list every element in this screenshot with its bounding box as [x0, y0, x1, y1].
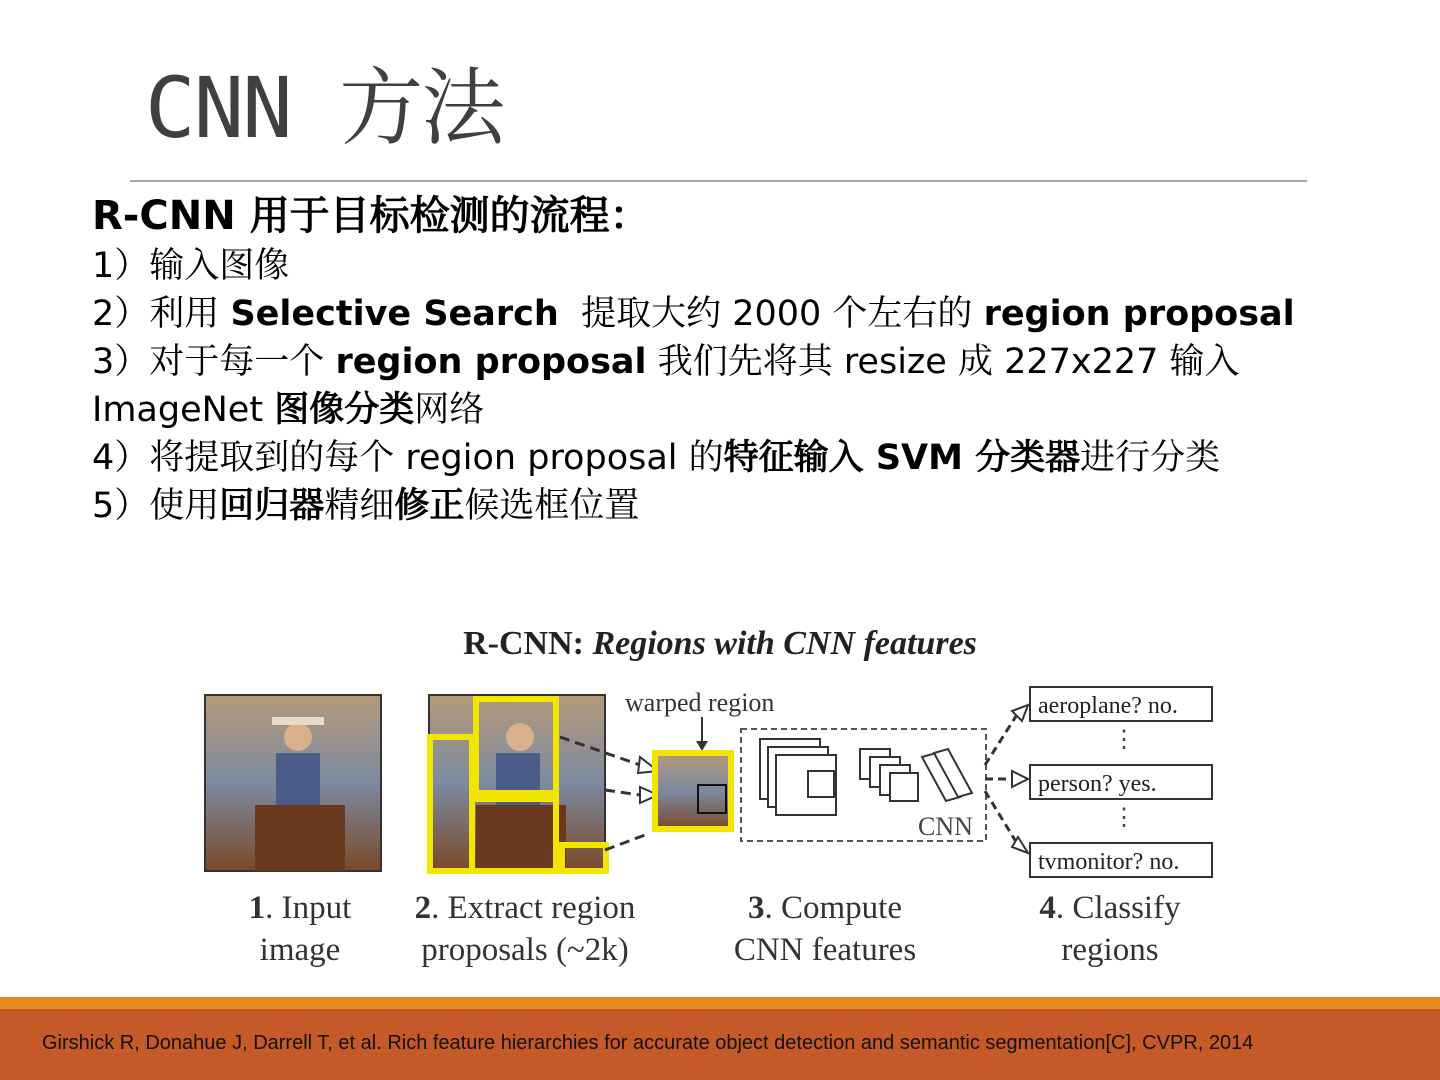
step-3-text-c: 我们先将其 resize 成 227x227 输入: [657, 342, 1240, 382]
figure-title-italic: Regions with CNN features: [592, 625, 977, 662]
warped-region-label: warped region: [625, 688, 775, 717]
step-3-image-classification: 图像分类: [274, 390, 415, 430]
cnn-label: CNN: [918, 812, 973, 841]
citation-text: Girshick R, Donahue J, Darrell T, et al. Rich feature hierarchies for accurate object detection and semantic segmentation[C], CVPR, 2014: [42, 1032, 1254, 1054]
step-1-num: 1）: [92, 246, 150, 286]
slide-body: [92, 190, 1382, 530]
step-3-num: 3）: [92, 342, 150, 382]
step-4-svm: 特征输入 SVM 分类器: [723, 438, 1081, 478]
slide-title: CNN 方法: [145, 59, 504, 157]
figure-title-prefix: R-CNN:: [463, 625, 584, 662]
cnn-layers: [760, 739, 972, 815]
footer-stripe: [0, 997, 1440, 1009]
proposals-image-thumbnail: [429, 695, 606, 871]
step-3: [92, 338, 1382, 386]
step-3-network: 网络: [414, 390, 485, 430]
svg-text:⋮: ⋮: [1112, 727, 1136, 753]
step-3-region-proposal: region proposal: [335, 342, 647, 382]
rcnn-figure: [200, 625, 1230, 975]
step-4-text-a: 将提取到的每个 region proposal 的: [149, 438, 724, 478]
svg-text:tvmonitor? no.: tvmonitor? no.: [1038, 849, 1180, 875]
figure-step-4: 4. Classify regions: [1039, 890, 1181, 968]
step-4-text-c: 进行分类: [1080, 438, 1221, 478]
svg-text:aeroplane? no.: aeroplane? no.: [1038, 693, 1178, 719]
step-5-text-a: 使用: [149, 486, 220, 526]
step-3-imagenet: ImageNet: [92, 390, 264, 430]
step-2-text-a: 利用: [149, 294, 220, 334]
step-5-correct: 修正: [394, 486, 465, 526]
step-2-text-c: 提取大约 2000 个左右的: [581, 294, 973, 334]
footer-bar: [0, 1009, 1440, 1080]
pipeline-diagram: [200, 675, 1230, 915]
warped-region-image: [655, 753, 731, 829]
class-box-tvmonitor: [1030, 843, 1212, 877]
title-divider: [130, 180, 1307, 182]
figure-step-1: 1. Input image: [248, 890, 352, 968]
step-1: [92, 242, 1382, 290]
class-box-aeroplane: [1030, 687, 1212, 721]
step-5: [92, 482, 1382, 530]
class-box-person: [1030, 765, 1212, 799]
input-image-thumbnail: [205, 695, 381, 871]
svg-text:person? yes.: person? yes.: [1038, 771, 1157, 797]
step-5-text-c: 精细: [324, 486, 395, 526]
figure-step-3: 3. Compute CNN features: [733, 890, 917, 968]
step-5-num: 5）: [92, 486, 150, 526]
step-2: [92, 290, 1382, 338]
step-3-text-a: 对于每一个: [149, 342, 325, 382]
step-3-continued: [92, 386, 1382, 434]
step-4-num: 4）: [92, 438, 150, 478]
step-5-regressor: 回归器: [219, 486, 325, 526]
step-1-text: 输入图像: [149, 246, 290, 286]
step-2-num: 2）: [92, 294, 150, 334]
svg-text:⋮: ⋮: [1112, 805, 1136, 831]
body-heading: R-CNN 用于目标检测的流程：: [92, 193, 650, 239]
step-4: [92, 434, 1382, 482]
step-2-region-proposal: region proposal: [983, 294, 1295, 334]
step-5-text-e: 候选框位置: [464, 486, 640, 526]
figure-step-2: 2. Extract region proposals (~2k): [414, 890, 636, 968]
figure-title: [410, 625, 1030, 663]
step-2-selective-search: Selective Search: [230, 294, 559, 334]
